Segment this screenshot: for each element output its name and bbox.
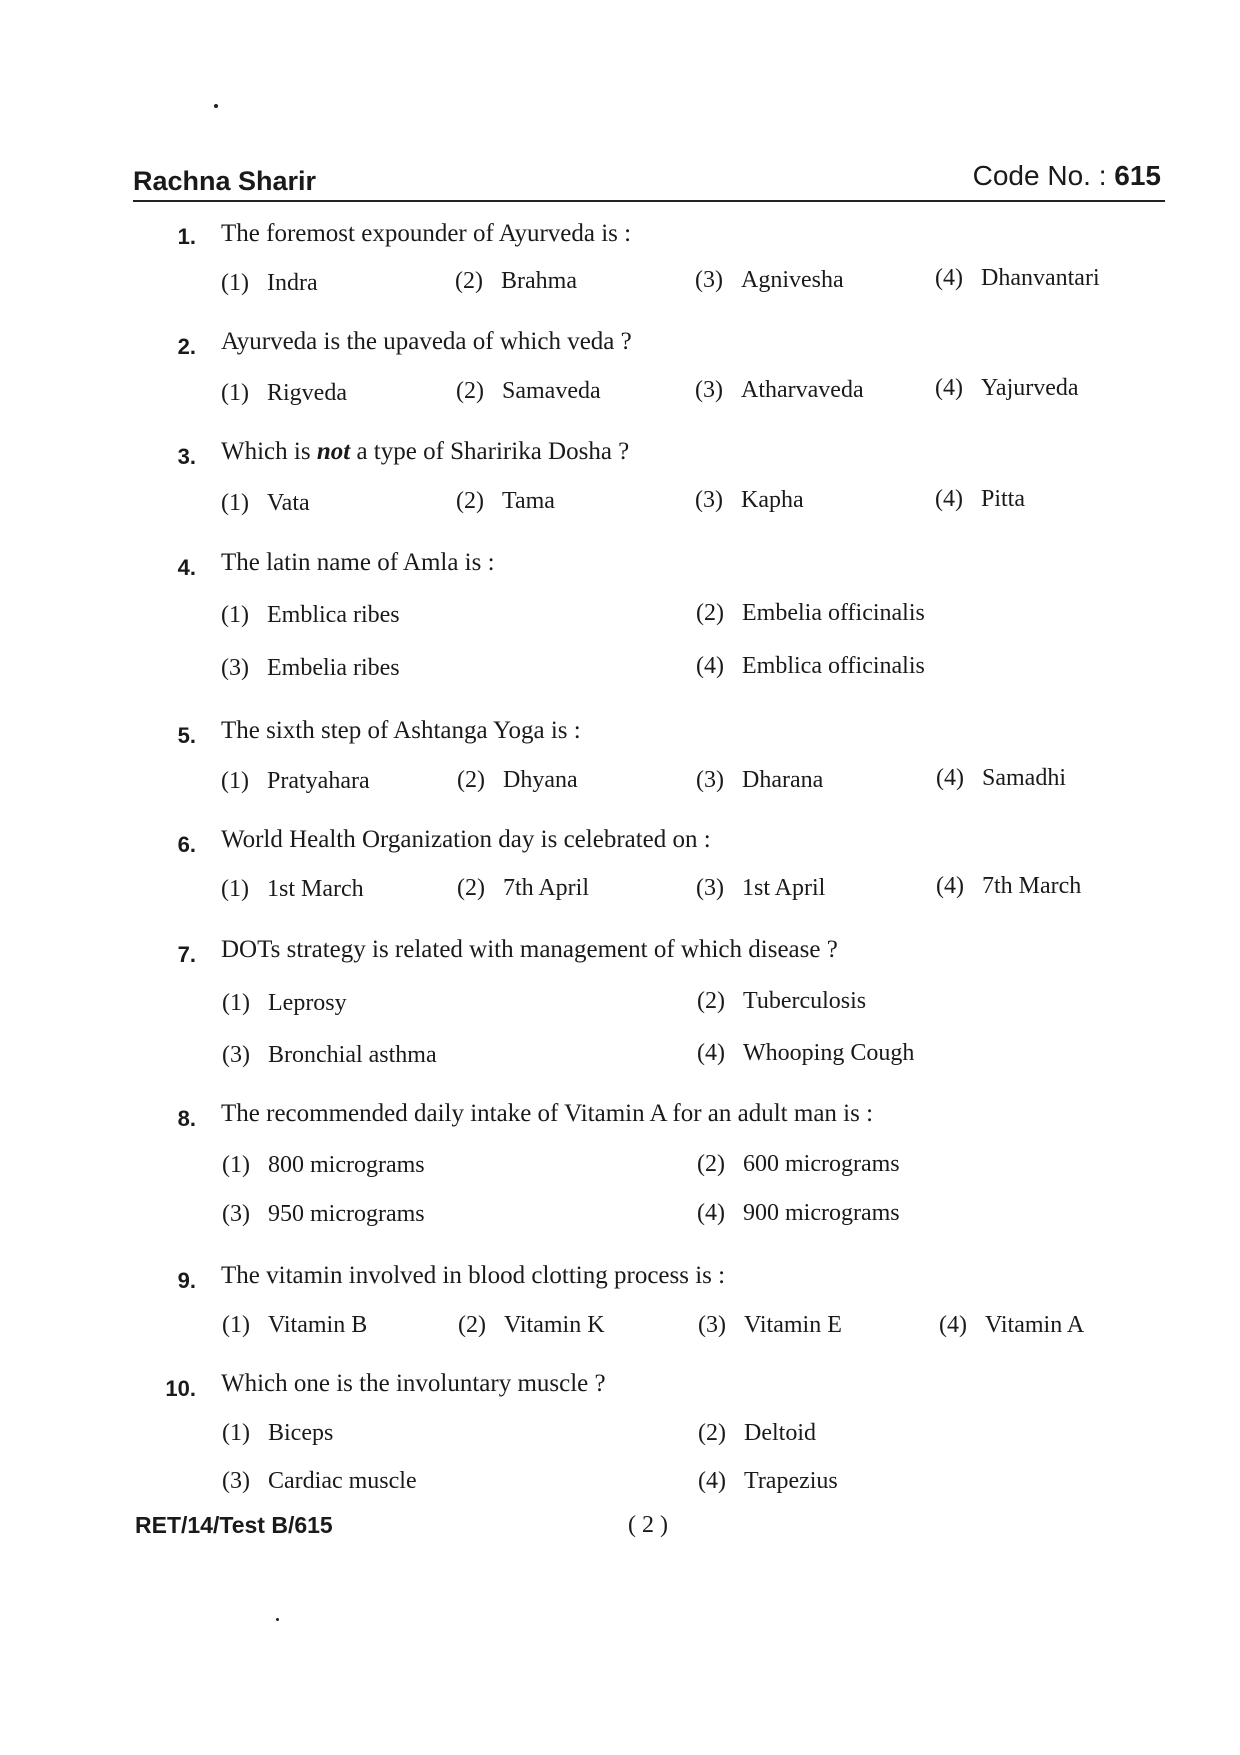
option-2: (2) Vitamin K xyxy=(458,1312,605,1338)
option-4: (4) Vitamin A xyxy=(939,1312,1085,1338)
option-4: (4) 900 micrograms xyxy=(697,1200,900,1226)
code-number: Code No. : 615 xyxy=(972,160,1161,191)
question-text: Which is not a type of Sharirika Dosha ? xyxy=(221,438,630,465)
option-4: (4) Yajurveda xyxy=(935,375,1079,401)
option-4: (4) Whooping Cough xyxy=(697,1040,915,1066)
option-1: (1) Rigveda xyxy=(221,380,347,406)
option-1: (1) Emblica ribes xyxy=(221,602,400,628)
option-3: (3) Kapha xyxy=(695,487,804,513)
option-2: (2) Embelia officinalis xyxy=(696,600,925,626)
question-text: World Health Organization day is celebrated on : xyxy=(221,826,711,853)
option-1: (1) Indra xyxy=(221,270,318,296)
option-4: (4) Emblica officinalis xyxy=(696,653,925,679)
question-text: Which one is the involuntary muscle ? xyxy=(221,1370,606,1397)
option-3: (3) Agnivesha xyxy=(695,267,844,293)
test-code: RET/14/Test B/615 xyxy=(135,1512,333,1538)
option-2: (2) Samaveda xyxy=(456,378,601,404)
question-text: DOTs strategy is related with management of which disease ? xyxy=(221,936,838,963)
option-2: (2) 600 micrograms xyxy=(697,1151,900,1177)
option-1: (1) 800 micrograms xyxy=(222,1152,425,1178)
option-2: (2) Dhyana xyxy=(457,767,578,793)
option-2: (2) Deltoid xyxy=(698,1420,816,1446)
option-4: (4) Trapezius xyxy=(698,1468,838,1494)
option-1: (1) Vitamin B xyxy=(222,1312,368,1338)
stray-mark xyxy=(214,104,218,108)
option-4: (4) Dhanvantari xyxy=(935,265,1100,291)
question-number: 8. xyxy=(177,1106,196,1131)
question-number: 2. xyxy=(177,334,196,359)
question-text: The foremost expounder of Ayurveda is : xyxy=(221,220,632,247)
option-4: (4) Pitta xyxy=(935,486,1026,512)
option-4: (4) 7th March xyxy=(936,873,1082,899)
question-number: 7. xyxy=(177,942,196,967)
option-2: (2) 7th April xyxy=(457,875,590,901)
option-2: (2) Brahma xyxy=(455,268,577,294)
option-1: (1) 1st March xyxy=(221,876,364,902)
question-text: The latin name of Amla is : xyxy=(221,549,495,576)
option-3: (3) 950 micrograms xyxy=(222,1201,425,1227)
option-1: (1) Biceps xyxy=(222,1420,334,1446)
question-text: Ayurveda is the upaveda of which veda ? xyxy=(221,328,632,355)
option-3: (3) Atharvaveda xyxy=(695,377,864,403)
option-3: (3) 1st April xyxy=(696,875,826,901)
question-number: 3. xyxy=(177,444,196,469)
option-1: (1) Leprosy xyxy=(222,990,347,1016)
option-1: (1) Vata xyxy=(221,490,310,516)
stray-mark xyxy=(276,1618,279,1621)
question-number: 9. xyxy=(177,1268,196,1293)
option-2: (2) Tama xyxy=(456,488,555,514)
option-1: (1) Pratyahara xyxy=(221,768,370,794)
question-number: 6. xyxy=(177,832,196,857)
page-number: ( 2 ) xyxy=(628,1512,668,1538)
option-3: (3) Embelia ribes xyxy=(221,655,400,681)
option-3: (3) Dharana xyxy=(696,767,824,793)
option-3: (3) Cardiac muscle xyxy=(222,1468,417,1494)
option-4: (4) Samadhi xyxy=(936,765,1066,791)
question-text: The vitamin involved in blood clotting process is : xyxy=(221,1262,726,1289)
subject-title: Rachna Sharir xyxy=(133,166,317,196)
question-number: 1. xyxy=(177,224,196,249)
option-2: (2) Tuberculosis xyxy=(697,988,867,1014)
question-text: The sixth step of Ashtanga Yoga is : xyxy=(221,717,581,744)
question-number: 5. xyxy=(177,723,196,748)
question-number: 10. xyxy=(165,1376,196,1401)
question-number: 4. xyxy=(177,555,196,580)
page-header xyxy=(133,158,1165,202)
option-3: (3) Bronchial asthma xyxy=(222,1042,437,1068)
option-3: (3) Vitamin E xyxy=(698,1312,842,1338)
question-text: The recommended daily intake of Vitamin A for an adult man is : xyxy=(221,1100,874,1127)
